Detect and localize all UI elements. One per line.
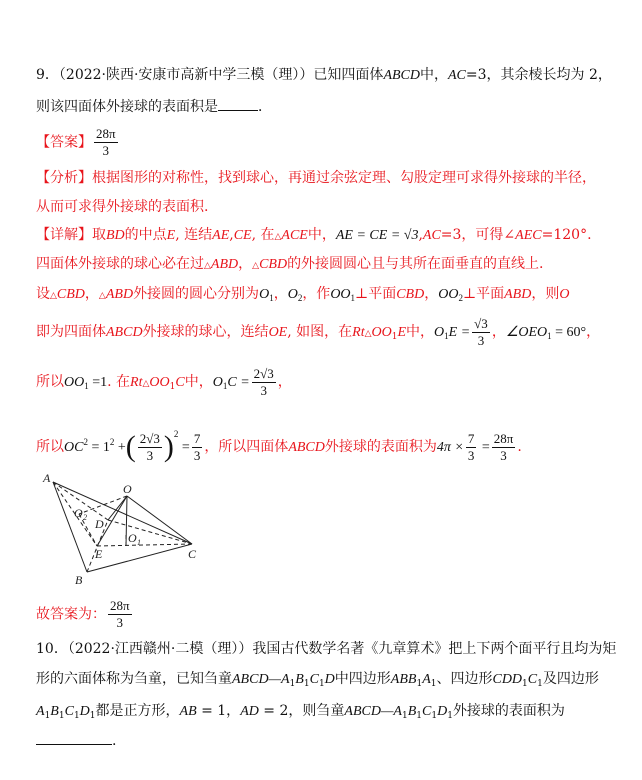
subscript: 1 (391, 332, 398, 342)
text: ，则 (531, 286, 560, 302)
q9-var: AC (448, 68, 466, 83)
label-O2-sub: 2 (83, 513, 87, 522)
final-answer-fraction (108, 598, 132, 631)
frac-num: 2√3 (253, 365, 274, 381)
var: A (36, 704, 45, 719)
subscript: 1 (84, 381, 89, 391)
frac-den: 3 (467, 447, 475, 463)
left-paren: ( (125, 430, 136, 463)
subscript: 1 (58, 711, 65, 721)
text: . (517, 439, 522, 455)
var: ABD (504, 287, 532, 302)
var: BD (106, 228, 125, 243)
text: =120°. (541, 227, 592, 243)
text: 外接球的球心，连结 (142, 324, 269, 340)
var: ABD (210, 257, 239, 272)
subscript: 1 (44, 711, 51, 721)
var: C (309, 672, 319, 687)
text: 都是正方形， (95, 703, 180, 719)
var: OO (438, 287, 459, 302)
var: D (324, 672, 335, 687)
var: OC (64, 440, 84, 455)
text: 即为四面体 (36, 324, 106, 340)
analysis-text: 从而可求得外接球的表面积. (36, 199, 209, 215)
subscript: 1 (416, 711, 422, 721)
text: 的外接圆圆心且与其所在面垂直的直线上. (287, 256, 544, 272)
answer-label: 【答案】 (36, 134, 92, 151)
subscript: 2 (458, 293, 463, 303)
detail-label: 【详解】 (36, 227, 92, 243)
var: CBD (259, 257, 288, 272)
q10-line-4 (36, 732, 116, 750)
frac-num: √3 (474, 315, 488, 331)
var: OO (371, 325, 392, 340)
subscript: 1 (444, 331, 449, 341)
triangle-symbol: △ (274, 232, 282, 242)
var: AD (240, 704, 259, 719)
text: , 在 (251, 227, 275, 243)
text: =3，可得∠ (440, 227, 516, 243)
formula: = 2 (258, 703, 289, 719)
var: AE (212, 228, 230, 243)
formula: ∠OEO (505, 325, 548, 340)
text: ，作 (302, 286, 331, 302)
q9-text: 则该四面体外接球的表面积是 (36, 99, 218, 115)
label-A: A (43, 471, 51, 485)
q10-line-2 (36, 670, 599, 693)
analysis-label: 【分析】 (36, 170, 92, 186)
var: A (422, 672, 431, 687)
var: E (166, 228, 176, 243)
var: C (175, 375, 185, 390)
text: ⊥平面 (462, 286, 505, 302)
frac-den: 3 (146, 447, 154, 463)
subscript: 1 (89, 711, 96, 721)
var: B (295, 672, 304, 687)
var: B (407, 704, 417, 719)
text: , 如图，在 (287, 324, 353, 340)
text: , 连结 (175, 227, 213, 243)
edge-EC (97, 544, 192, 546)
text: , (418, 227, 423, 243)
frac-den: 3 (193, 447, 201, 463)
var: O (259, 287, 270, 302)
var: D (79, 704, 90, 719)
label-C: C (188, 547, 197, 561)
text: ⊥平面 (355, 286, 397, 302)
triangle-symbol: △ (50, 291, 57, 301)
var: ABCD—A (232, 672, 290, 687)
frac-den: 3 (102, 143, 110, 158)
text: . 在 (107, 374, 131, 390)
final-answer-line (36, 598, 134, 634)
frac-num: 7 (467, 430, 475, 446)
var: C (527, 672, 538, 687)
frac-num: 28π (493, 430, 514, 446)
subscript: 1 (350, 293, 356, 303)
subscript: 1 (222, 381, 228, 391)
q10-text: 10．（2022·江西赣州·二模（理））我国古代数学名著《九章算术》把上下两个面平行且均为矩 (36, 641, 617, 657)
text: 、四边形 (436, 671, 493, 687)
right-paren: ) (163, 430, 174, 463)
label-O: O (123, 482, 132, 496)
frac-den: 3 (260, 382, 267, 398)
triangle-symbol: △ (204, 261, 211, 271)
text: 所以 (36, 439, 64, 455)
subscript: 1 (430, 679, 437, 689)
label-O1: O (128, 531, 137, 545)
var: ABCD—A (344, 704, 402, 719)
text: 外接球的表面积为 (324, 439, 437, 455)
text: 四面体外接球的球心必在过 (36, 256, 204, 272)
formula: = 1 (87, 440, 110, 455)
subscript: 1 (447, 711, 453, 721)
text: 外接球的表面积为 (452, 703, 565, 719)
frac-num: 28π (110, 598, 130, 613)
subscript: 1 (318, 679, 325, 689)
label-O1-sub: 1 (137, 538, 141, 547)
q9-text: ． (258, 99, 272, 115)
var: ABCD (106, 325, 143, 340)
subscript: 1 (169, 382, 176, 392)
var: O (559, 287, 570, 302)
superscript: 2 (83, 437, 88, 447)
subscript: 1 (537, 679, 543, 689)
text: 及四边形 (542, 671, 599, 687)
text: , (229, 227, 234, 243)
var: Rt (130, 375, 143, 390)
text: ，所以四面体 (204, 439, 289, 455)
q9-text: 9．（2022·陕西·安康市高新中学三模（理））已知四面体 (36, 67, 384, 83)
answer-blank (36, 732, 112, 745)
text: 所以 (36, 374, 64, 390)
formula: = (478, 440, 490, 455)
q10-text: . (112, 733, 117, 749)
text: ， (424, 286, 439, 302)
var: AC (422, 228, 441, 243)
formula: = (178, 440, 190, 455)
label-E: E (95, 547, 103, 561)
label-O2: O (74, 506, 83, 520)
edge-BC (87, 544, 192, 572)
var: OO (149, 375, 170, 390)
subscript: 1 (431, 711, 438, 721)
subscript: 1 (547, 331, 552, 341)
var: CBD (56, 287, 85, 302)
var: Rt (352, 325, 365, 340)
subscript: 1 (303, 679, 310, 689)
edge-DC (108, 520, 192, 544)
superscript: 2 (173, 429, 179, 439)
frac-den: 3 (116, 615, 124, 630)
subscript: 1 (269, 293, 274, 303)
text: 形的六面体称为刍童，已知刍童 (36, 671, 232, 687)
text: 中四边形 (334, 671, 391, 687)
subscript: 1 (401, 711, 408, 721)
edge-AB (53, 482, 87, 572)
final-answer-label: 故答案为： (36, 606, 106, 623)
text: 设 (36, 286, 50, 302)
subscript: 1 (416, 679, 423, 689)
q10-line-3 (36, 702, 565, 725)
q9-var: ABCD (383, 68, 420, 83)
var: ABB (390, 672, 417, 687)
formula: = 1， (196, 703, 241, 719)
edge-OC (127, 496, 192, 544)
text: ， (491, 324, 506, 340)
var: E (397, 325, 407, 340)
triangle-symbol: △ (364, 329, 372, 339)
text: ， (273, 286, 288, 302)
var: OO (330, 287, 351, 302)
var: O (212, 375, 223, 390)
frac-den: 3 (500, 447, 507, 463)
q9-text: 中， (420, 67, 448, 83)
label-D: D (95, 517, 104, 531)
formula: + (114, 440, 126, 455)
var: D (437, 704, 448, 719)
var: ABCD (288, 440, 325, 455)
formula: = 60° (551, 325, 587, 340)
formula: E = (448, 325, 471, 340)
var: AEC (515, 228, 542, 243)
var: CDD (492, 672, 523, 687)
var: C (422, 704, 432, 719)
q10-line-1 (36, 640, 616, 658)
frac-num: 7 (193, 430, 201, 446)
text: 中， (307, 227, 336, 243)
var: ABD (105, 287, 134, 302)
var: B (50, 704, 59, 719)
text: ， (586, 324, 601, 340)
text: 中， (406, 324, 435, 340)
text: ， (277, 374, 292, 390)
formula: AE = CE = √3 (335, 228, 419, 243)
var: ACE (281, 228, 308, 243)
text: 中， (184, 374, 213, 390)
text: 的中点 (124, 227, 167, 243)
triangle-symbol: △ (98, 291, 106, 301)
var: OE (268, 325, 288, 340)
superscript: 2 (109, 437, 115, 447)
var: O (287, 287, 298, 302)
var: CBD (396, 287, 425, 302)
var: CE (233, 228, 252, 243)
subscript: 1 (73, 711, 80, 721)
subscript: 2 (297, 293, 303, 303)
subscript: 1 (289, 679, 296, 689)
text: 外接圆的圆心分别为 (133, 286, 260, 302)
text: ， (238, 256, 253, 272)
label-B: B (75, 573, 83, 587)
formula: 4π × (436, 440, 464, 455)
q9-text: =3，其余棱长均为 2， (465, 67, 612, 83)
var: AB (179, 704, 197, 719)
analysis-text: 根据图形的对称性，找到球心，再通过余弦定理、勾股定理可求得外接球的半径， (92, 170, 596, 186)
var: C (64, 704, 74, 719)
text: 取 (92, 227, 106, 243)
subscript: 1 (522, 679, 528, 689)
formula: =1 (88, 375, 108, 390)
formula: C = (227, 375, 250, 390)
var: O (434, 325, 445, 340)
frac-den: 3 (477, 332, 485, 348)
frac-num: 2√3 (139, 430, 160, 446)
triangle-symbol: △ (252, 261, 260, 271)
text: ，则刍童 (288, 703, 345, 719)
var: OO (64, 375, 85, 390)
frac-num: 28π (96, 126, 116, 141)
text: ， (84, 286, 99, 302)
triangle-symbol: △ (142, 379, 150, 389)
